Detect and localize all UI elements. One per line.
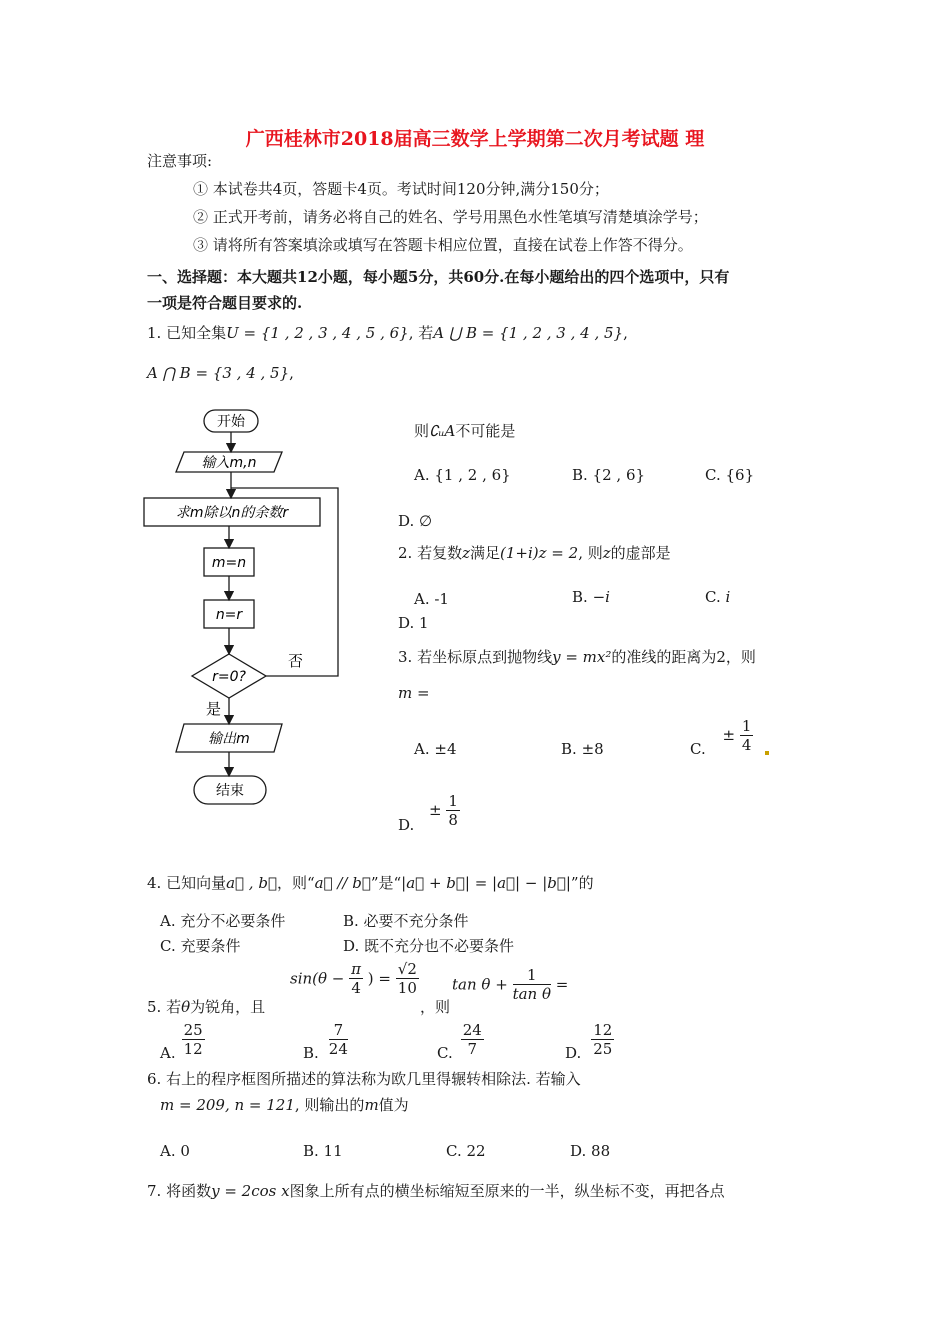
option-label: C.: [690, 740, 706, 758]
q4-option-b: B. 必要不充分条件: [343, 912, 469, 930]
q1-stem-line2: [147, 364, 294, 382]
option-label: B.: [572, 588, 588, 606]
sin-part: ) =: [367, 969, 391, 988]
flow-yes-label: 是: [206, 700, 222, 718]
option-label: D.: [565, 1044, 582, 1062]
plus-minus: ±: [722, 726, 736, 744]
q2-option-d: D. 1: [398, 614, 429, 632]
q1-text: , 若: [408, 324, 434, 342]
flow-assign-m-label: m=n: [211, 555, 247, 571]
q3-option-c: [690, 712, 753, 758]
q4-text: 4. 已知向量: [147, 874, 227, 892]
q5-option-c: [437, 1016, 484, 1062]
q3-text: 的准线的距离为2，则: [611, 648, 756, 666]
q3-stem: [398, 646, 756, 667]
numerator: 7: [329, 1021, 348, 1040]
q4-equation: |a⃗ + b⃗| = |a⃗| − |b⃗|: [401, 874, 571, 892]
equals: =: [555, 975, 569, 994]
q1-text: 不可能是: [455, 422, 516, 440]
q6-stem: 6. 右上的程序框图所描述的算法称为欧几里得辗转相除法. 若输入: [147, 1070, 581, 1088]
q3-option-a: [414, 740, 457, 758]
option-label: C.: [705, 588, 721, 606]
denominator: tan θ: [512, 985, 551, 1003]
q6-stem-line2: [160, 1094, 409, 1115]
plus-minus: ±: [429, 801, 442, 819]
flow-end-label: 结束: [216, 783, 244, 799]
q2-option-a: A. -1: [414, 590, 449, 608]
q1-text: 1. 已知全集: [147, 324, 227, 342]
q6-m: m: [364, 1096, 379, 1114]
flowchart: [140, 400, 360, 820]
numerator: 25: [183, 1020, 203, 1039]
q4-option-d: D. 既不充分也不必要条件: [343, 937, 515, 955]
option-label: B.: [561, 740, 577, 758]
q7-text: 7. 将函数: [147, 1182, 212, 1200]
q1-question: [414, 420, 515, 441]
section-heading-cont: 一项是符合题目要求的.: [147, 294, 303, 312]
flow-input-label: 输入m,n: [201, 455, 257, 471]
q4-option-a: A. 充分不必要条件: [160, 912, 286, 930]
q2-text: , 则: [578, 544, 603, 562]
option-label: B.: [303, 1044, 319, 1062]
denominator: 8: [448, 810, 458, 829]
q1-option-a: A. {1 , 2 , 6}: [414, 466, 511, 484]
numerator: √2: [397, 960, 417, 978]
q5-option-d: [565, 1016, 614, 1062]
q3-option-d: [398, 786, 460, 834]
q2-text: 2. 若复数: [398, 544, 463, 562]
notice-header: 注意事项:: [147, 152, 213, 170]
numerator: π: [351, 960, 362, 978]
q5-tan-expression: [452, 966, 568, 1003]
option-label: C.: [437, 1044, 453, 1062]
q2-text: 满足: [470, 544, 501, 562]
q2-equation: (1+i)z = 2: [500, 544, 579, 562]
fraction: [740, 717, 754, 754]
flow-remainder-label: 求m除以n的余数r: [175, 505, 289, 521]
tan-part: tan θ +: [452, 975, 508, 994]
q4-text: ”是“: [370, 874, 402, 892]
q3-option-b: [561, 740, 604, 758]
denominator: 12: [183, 1039, 203, 1058]
q2-option-b: [572, 588, 610, 606]
q7-text: 图象上所有点的横坐标缩短至原来的一半，纵坐标不变，再把各点: [289, 1182, 725, 1200]
flow-start-label: 开始: [217, 414, 245, 430]
sin-part: sin(θ −: [290, 969, 345, 988]
numerator: 1: [741, 716, 752, 735]
flow-no-label: 否: [288, 652, 304, 670]
notice-item: ① 本试卷共4页，答题卡4页。考试时间120分钟,满分150分；: [193, 180, 609, 198]
denominator: 25: [593, 1039, 613, 1058]
q1-text: 则: [414, 422, 430, 440]
denominator: 24: [328, 1039, 348, 1058]
q2-stem: [398, 542, 671, 563]
q1-comma: ,: [623, 324, 628, 342]
numerator: 24: [462, 1020, 482, 1039]
q6-option-b: B. 11: [303, 1142, 343, 1160]
q2-option-b-value: −i: [592, 588, 610, 606]
q7-stem: [147, 1180, 725, 1201]
section-heading: 一、选择题：本大题共12小题，每小题5分，共60分.在每小题给出的四个选项中，只有: [147, 268, 730, 286]
q4-text: ”的: [570, 874, 594, 892]
q2-z: z: [602, 544, 611, 562]
q2-option-c: [705, 588, 730, 606]
q3-option-a-value: ±4: [434, 740, 457, 758]
denominator: 7: [467, 1039, 478, 1058]
q2-option-c-value: i: [725, 588, 731, 606]
q6-option-a: A. 0: [160, 1142, 190, 1160]
flow-assign-n-label: n=r: [215, 607, 243, 623]
option-label: A.: [160, 1044, 176, 1062]
q1-intersection: A ⋂ B = {3 , 4 , 5}: [147, 364, 290, 382]
q5-option-b: [303, 1016, 348, 1062]
q5-sin-equation: [290, 960, 419, 997]
q1-complement: ∁ᵤA: [429, 422, 456, 440]
flow-output-label: 输出m: [208, 731, 250, 747]
q6-option-c: C. 22: [446, 1142, 486, 1160]
q1-option-c: C. {6}: [705, 466, 755, 484]
q3-m: m =: [398, 684, 430, 702]
fraction: [329, 1021, 348, 1058]
stray-dot: [765, 751, 769, 755]
q2-text: 的虚部是: [610, 544, 671, 562]
fraction: [461, 1021, 484, 1058]
fraction: [182, 1021, 205, 1058]
denominator: 4: [741, 735, 752, 754]
q5-text: 5. 若: [147, 998, 182, 1016]
q6-option-d: D. 88: [570, 1142, 611, 1160]
q6-text: , 则输出的: [294, 1096, 365, 1114]
q1-option-b: B. {2 , 6}: [572, 466, 646, 484]
q3-equation: y = mx²: [552, 648, 612, 666]
q3-text: 3. 若坐标原点到抛物线: [398, 648, 553, 666]
denominator: 4: [351, 979, 361, 997]
page-title: 广西桂林市2018届高三数学上学期第二次月考试题 理: [245, 128, 705, 150]
fraction: [396, 960, 419, 997]
q5-option-a: [160, 1016, 205, 1062]
q3-option-b-value: ±8: [581, 740, 604, 758]
q1-universal-set: U = {1 , 2 , 3 , 4 , 5 , 6}: [226, 324, 409, 342]
notice-item: ③ 请将所有答案填涂或填写在答题卡相应位置，直接在试卷上作答不得分。: [193, 236, 693, 254]
fraction: [446, 792, 460, 829]
q4-text: ，则“: [276, 874, 315, 892]
q1-option-d: D. ∅: [398, 512, 433, 530]
fraction: [591, 1021, 614, 1058]
q1-comma: ,: [289, 364, 294, 382]
denominator: 10: [397, 979, 417, 997]
q4-parallel: a⃗ // b⃗: [314, 874, 371, 892]
q5-text: 为锐角，且: [190, 998, 266, 1016]
q5-then: ，则: [420, 998, 451, 1016]
numerator: 1: [513, 966, 551, 985]
q1-stem: [147, 322, 628, 343]
q6-text: 值为: [378, 1096, 409, 1114]
q7-equation: y = 2cos x: [211, 1182, 290, 1200]
q5-stem: [147, 996, 265, 1017]
q1-union: A ⋃ B = {1 , 2 , 3 , 4 , 5}: [433, 324, 624, 342]
q6-input-values: m = 209, n = 121: [160, 1096, 295, 1114]
flow-condition-label: r=0?: [212, 669, 246, 685]
q5-theta: θ: [181, 998, 191, 1016]
q4-option-c: C. 充要条件: [160, 937, 241, 955]
q4-vectors: a⃗ , b⃗: [226, 874, 277, 892]
option-label: A.: [414, 740, 430, 758]
fraction: [513, 966, 551, 1003]
q4-stem: [147, 872, 594, 893]
numerator: 12: [593, 1020, 613, 1039]
fraction: [349, 960, 363, 997]
notice-item: ② 正式开考前，请务必将自己的姓名、学号用黑色水性笔填写清楚填涂学号；: [193, 208, 708, 226]
q2-z: z: [462, 544, 470, 562]
option-label: D.: [398, 816, 415, 834]
numerator: 1: [448, 791, 458, 810]
